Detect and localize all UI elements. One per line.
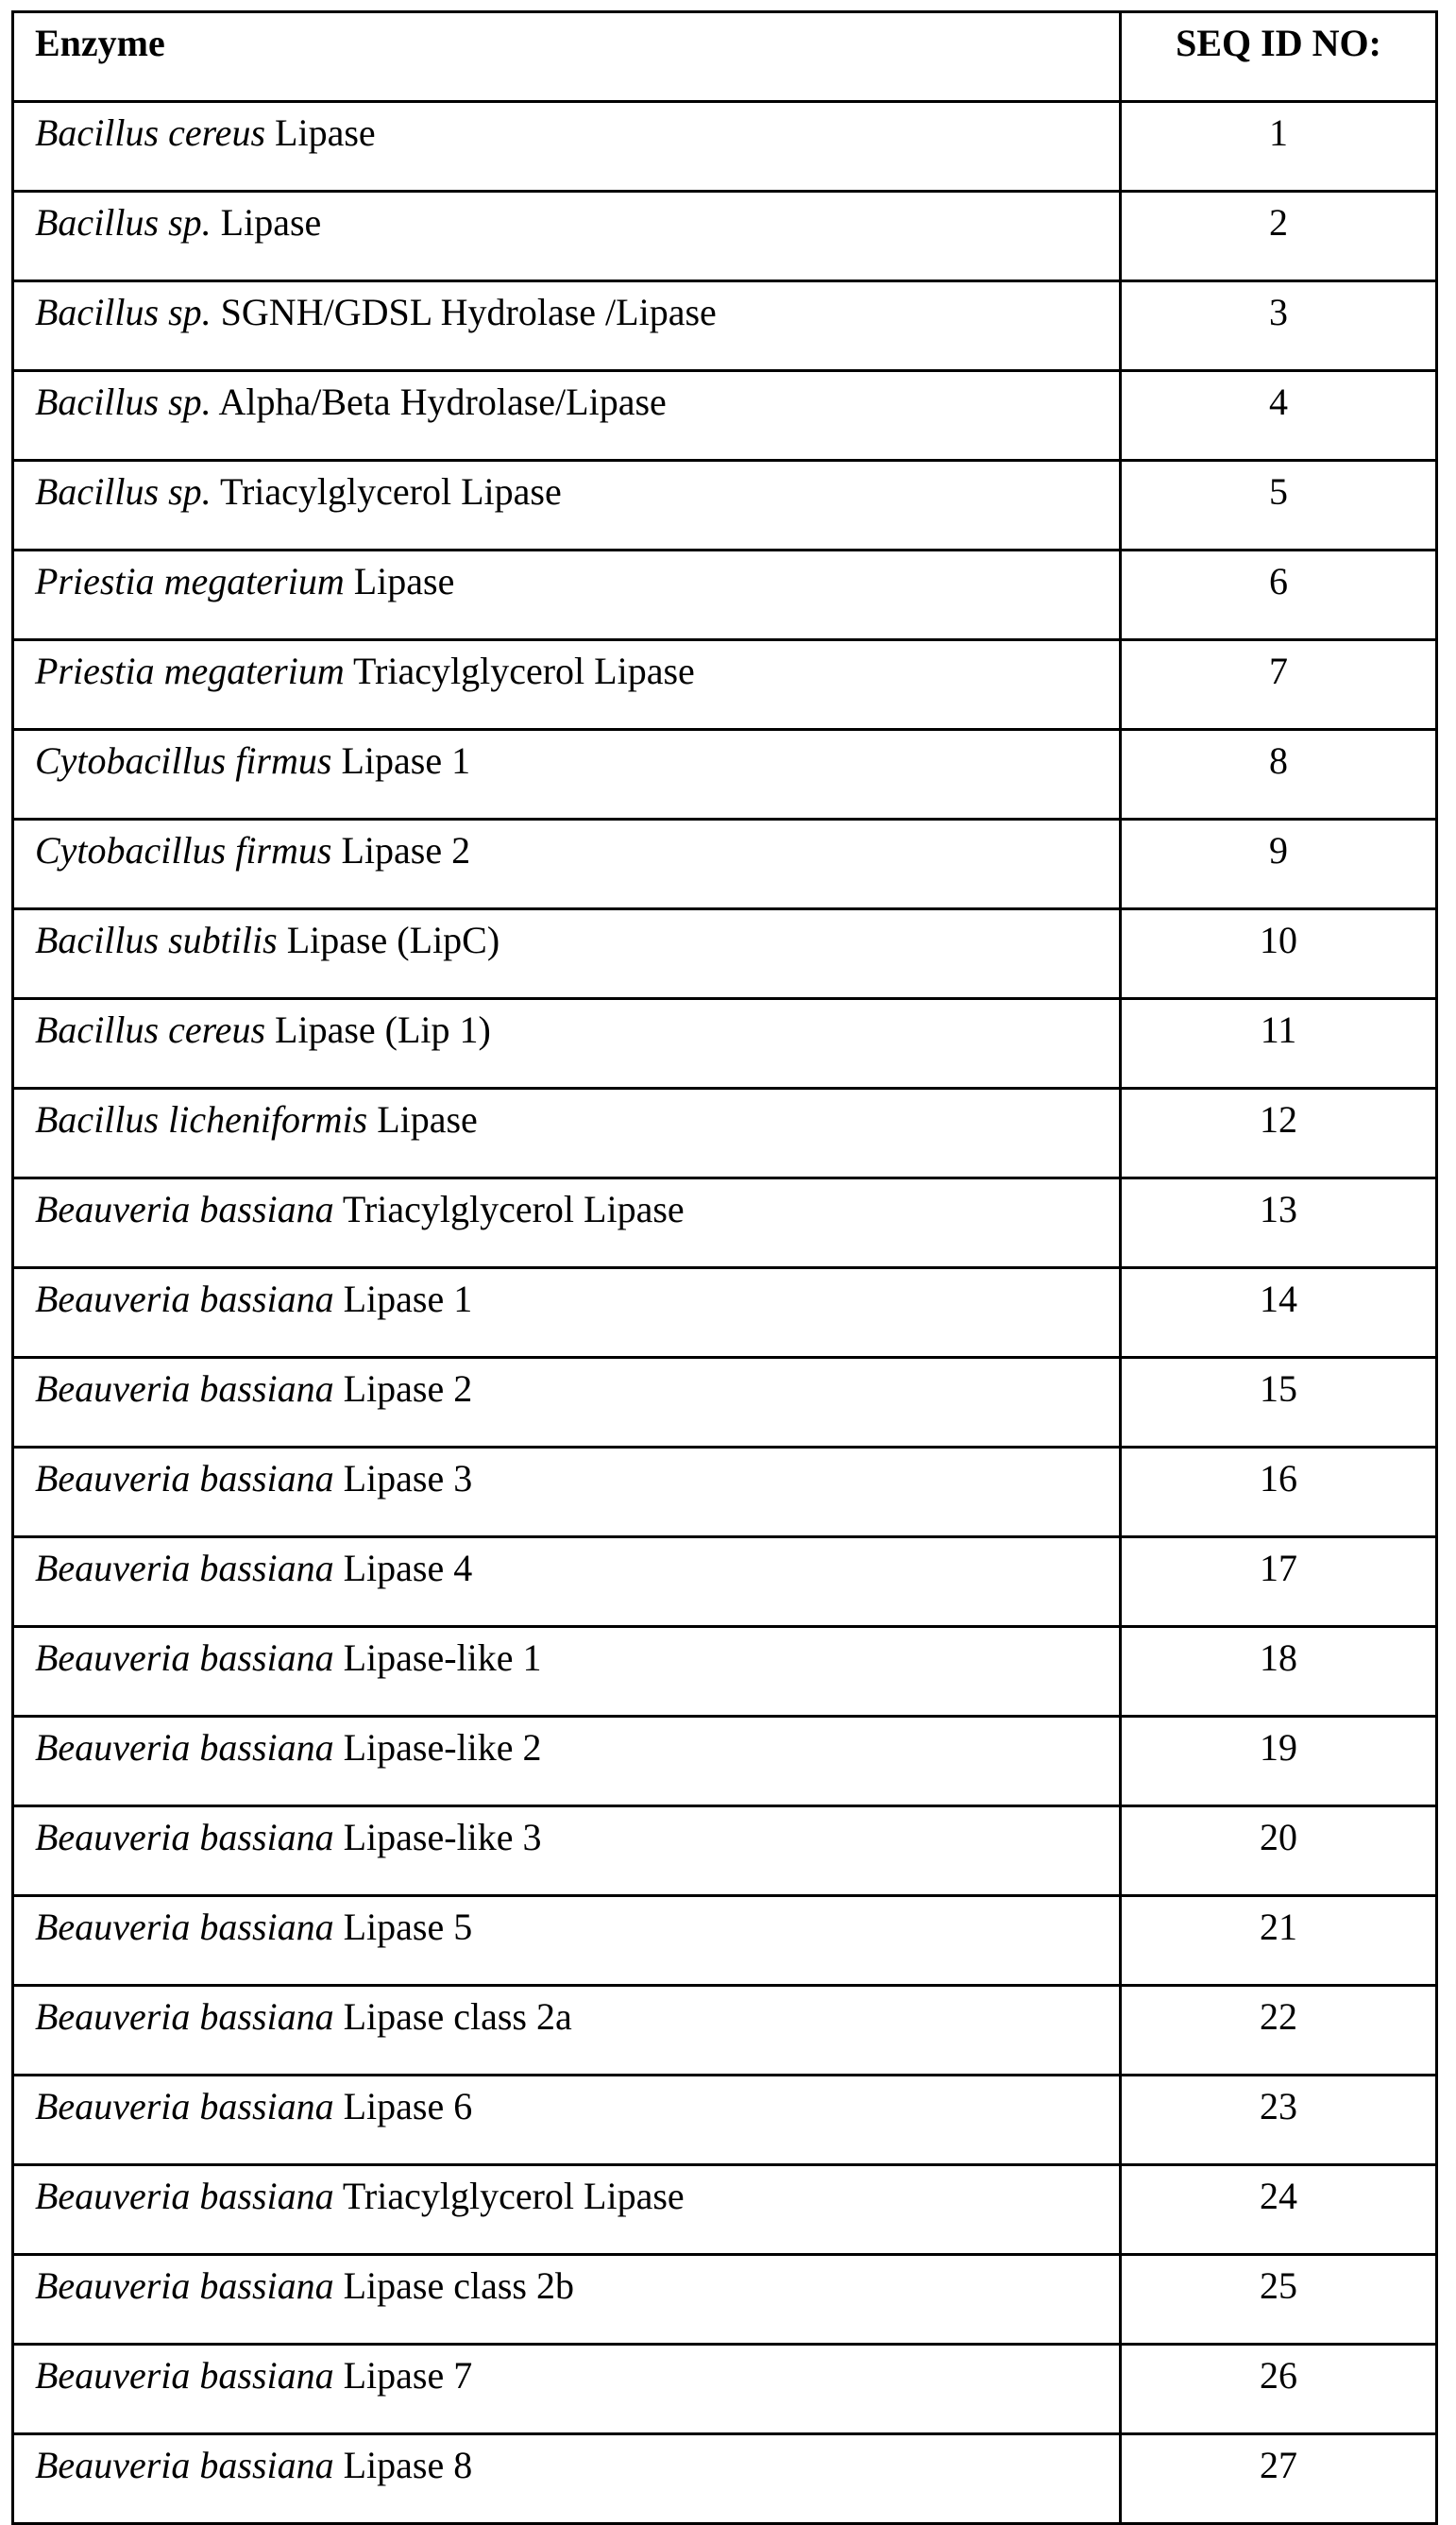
seq-id-cell: 4 [1121, 371, 1437, 461]
seq-id-cell: 5 [1121, 461, 1437, 551]
seq-id-cell: 26 [1121, 2345, 1437, 2434]
table-row [13, 640, 1437, 730]
enzyme-name: Lipase-like 1 [344, 1636, 542, 1679]
header-enzyme: Enzyme [13, 12, 1121, 102]
enzyme-cell [13, 1986, 1121, 2076]
seq-id-cell: 23 [1121, 2076, 1437, 2165]
seq-id-cell: 25 [1121, 2255, 1437, 2345]
enzyme-cell [13, 1448, 1121, 1537]
enzyme-name: Alpha/Beta Hydrolase/Lipase [218, 381, 666, 423]
species-name: Beauveria bassiana [35, 1188, 334, 1230]
seq-id-cell: 7 [1121, 640, 1437, 730]
species-name: Beauveria bassiana [35, 1726, 334, 1769]
enzyme-cell [13, 730, 1121, 820]
enzyme-cell [13, 461, 1121, 551]
enzyme-cell [13, 1537, 1121, 1627]
species-name: Bacillus cereus [35, 1008, 265, 1051]
table-header-row [13, 12, 1437, 102]
seq-id-cell: 18 [1121, 1627, 1437, 1717]
table-row [13, 1717, 1437, 1806]
table-row [13, 1089, 1437, 1178]
enzyme-cell [13, 1806, 1121, 1896]
table-row [13, 820, 1437, 909]
species-name: Bacillus sp. [35, 291, 212, 333]
seq-id-cell: 24 [1121, 2165, 1437, 2255]
species-name: Cytobacillus firmus [35, 829, 331, 872]
seq-id-cell: 2 [1121, 192, 1437, 281]
species-name: Beauveria bassiana [35, 1367, 334, 1410]
enzyme-table [11, 10, 1438, 2525]
table-row [13, 1358, 1437, 1448]
table-row [13, 909, 1437, 999]
seq-id-cell: 19 [1121, 1717, 1437, 1806]
header-seq-id: SEQ ID NO: [1121, 12, 1437, 102]
table-row [13, 1178, 1437, 1268]
table-row [13, 192, 1437, 281]
enzyme-name: Lipase 3 [344, 1457, 473, 1500]
enzyme-cell [13, 1627, 1121, 1717]
enzyme-name: Lipase class 2a [344, 1995, 572, 2038]
enzyme-cell [13, 1178, 1121, 1268]
enzyme-name: Lipase [354, 560, 455, 602]
seq-id-cell: 9 [1121, 820, 1437, 909]
enzyme-cell [13, 2076, 1121, 2165]
seq-id-cell: 6 [1121, 551, 1437, 640]
seq-id-cell: 12 [1121, 1089, 1437, 1178]
enzyme-cell [13, 2165, 1121, 2255]
species-name: Beauveria bassiana [35, 1547, 334, 1589]
enzyme-name: Lipase 8 [344, 2444, 473, 2486]
enzyme-name: SGNH/GDSL Hydrolase /Lipase [221, 291, 717, 333]
enzyme-name: Triacylglycerol Lipase [343, 1188, 685, 1230]
species-name: Priestia megaterium [35, 560, 345, 602]
table-row [13, 2434, 1437, 2524]
enzyme-name: Lipase 1 [344, 1278, 473, 1320]
enzyme-name: Lipase [377, 1098, 478, 1141]
table-row [13, 2345, 1437, 2434]
species-name: Beauveria bassiana [35, 2444, 334, 2486]
species-name: Beauveria bassiana [35, 2175, 334, 2217]
enzyme-name: Lipase class 2b [344, 2264, 574, 2307]
species-name: Bacillus subtilis [35, 919, 278, 961]
seq-id-cell: 14 [1121, 1268, 1437, 1358]
enzyme-cell [13, 640, 1121, 730]
species-name: Bacillus sp. [35, 470, 212, 513]
species-name: Bacillus sp. [35, 381, 212, 423]
seq-id-cell: 11 [1121, 999, 1437, 1089]
species-name: Beauveria bassiana [35, 1457, 334, 1500]
table-row [13, 730, 1437, 820]
seq-id-cell: 21 [1121, 1896, 1437, 1986]
species-name: Beauveria bassiana [35, 2264, 334, 2307]
seq-id-cell: 13 [1121, 1178, 1437, 1268]
table-row [13, 281, 1437, 371]
seq-id-cell: 27 [1121, 2434, 1437, 2524]
species-name: Beauveria bassiana [35, 2354, 334, 2397]
seq-id-cell: 16 [1121, 1448, 1437, 1537]
enzyme-name: Lipase 1 [341, 739, 470, 782]
seq-id-cell: 17 [1121, 1537, 1437, 1627]
enzyme-name: Triacylglycerol Lipase [220, 470, 562, 513]
enzyme-cell [13, 1896, 1121, 1986]
seq-id-cell: 22 [1121, 1986, 1437, 2076]
species-name: Cytobacillus firmus [35, 739, 331, 782]
enzyme-name: Lipase 5 [344, 1906, 473, 1948]
enzyme-name: Triacylglycerol Lipase [353, 650, 695, 692]
enzyme-name: Lipase [221, 201, 322, 244]
species-name: Bacillus sp. [35, 201, 212, 244]
enzyme-cell [13, 999, 1121, 1089]
table-row [13, 102, 1437, 192]
enzyme-cell [13, 2255, 1121, 2345]
species-name: Bacillus licheniformis [35, 1098, 367, 1141]
enzyme-cell [13, 1089, 1121, 1178]
enzyme-name: Lipase 6 [344, 2085, 473, 2127]
species-name: Beauveria bassiana [35, 2085, 334, 2127]
enzyme-cell [13, 1268, 1121, 1358]
table-row [13, 551, 1437, 640]
table-row [13, 1537, 1437, 1627]
enzyme-cell [13, 2434, 1121, 2524]
seq-id-cell: 3 [1121, 281, 1437, 371]
table-row [13, 1448, 1437, 1537]
enzyme-cell [13, 909, 1121, 999]
enzyme-cell [13, 371, 1121, 461]
enzyme-cell [13, 281, 1121, 371]
table-row [13, 1627, 1437, 1717]
table-row [13, 2255, 1437, 2345]
table-row [13, 371, 1437, 461]
enzyme-cell [13, 2345, 1121, 2434]
seq-id-cell: 10 [1121, 909, 1437, 999]
table-row [13, 1806, 1437, 1896]
enzyme-name: Lipase-like 3 [344, 1816, 542, 1858]
seq-id-cell: 20 [1121, 1806, 1437, 1896]
table-row [13, 1268, 1437, 1358]
enzyme-cell [13, 192, 1121, 281]
species-name: Beauveria bassiana [35, 1636, 334, 1679]
enzyme-name: Lipase [275, 111, 376, 154]
species-name: Bacillus cereus [35, 111, 265, 154]
table-row [13, 1986, 1437, 2076]
species-name: Priestia megaterium [35, 650, 345, 692]
species-name: Beauveria bassiana [35, 1995, 334, 2038]
enzyme-name: Lipase 2 [341, 829, 470, 872]
species-name: Beauveria bassiana [35, 1906, 334, 1948]
table-row [13, 999, 1437, 1089]
table-row [13, 2076, 1437, 2165]
enzyme-cell [13, 1358, 1121, 1448]
table-row [13, 461, 1437, 551]
enzyme-name: Lipase 4 [344, 1547, 473, 1589]
seq-id-cell: 8 [1121, 730, 1437, 820]
species-name: Beauveria bassiana [35, 1816, 334, 1858]
enzyme-name: Lipase (LipC) [287, 919, 500, 961]
enzyme-cell [13, 102, 1121, 192]
enzyme-name: Triacylglycerol Lipase [343, 2175, 685, 2217]
enzyme-name: Lipase 7 [344, 2354, 473, 2397]
seq-id-cell: 15 [1121, 1358, 1437, 1448]
table-row [13, 2165, 1437, 2255]
enzyme-cell [13, 820, 1121, 909]
species-name: Beauveria bassiana [35, 1278, 334, 1320]
enzyme-name: Lipase-like 2 [344, 1726, 542, 1769]
enzyme-cell [13, 551, 1121, 640]
table-row [13, 1896, 1437, 1986]
seq-id-cell: 1 [1121, 102, 1437, 192]
enzyme-cell [13, 1717, 1121, 1806]
enzyme-name: Lipase 2 [344, 1367, 473, 1410]
enzyme-name: Lipase (Lip 1) [275, 1008, 491, 1051]
